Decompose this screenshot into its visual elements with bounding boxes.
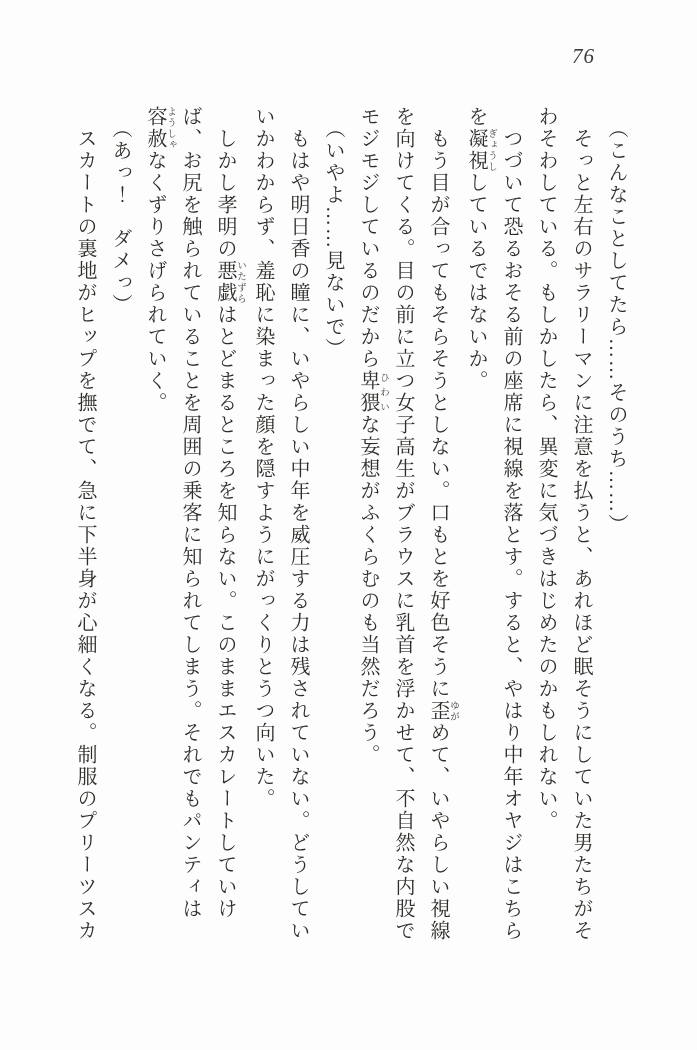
page-number: 76 (572, 44, 595, 68)
furigana-term: 容赦 ようしゃ (144, 106, 175, 150)
paragraph-3: つづいて恐るおそる前の座席に視線を落とす。すると、やはり中年オヤジはこちらを凝視 ぎょうししているではないか。 (465, 106, 522, 942)
furigana-term: 歪 ゆが (427, 700, 458, 722)
furigana-term: 凝視 ぎょうし (465, 128, 496, 172)
paragraph-8: （あっ！ ダメっ） (109, 106, 131, 316)
paragraph-2: そっと左右のサラリーマンに注意を払うと、あれほど眠そうにしていた男たちがそわそわしている。もしかしたら、異変に気づきはじめたのかもしれない。 (535, 106, 592, 942)
paragraph-7: しかし孝明の悪戯 いたずらはとどまるところを知らない。このままエスカレートしていけば、お尻を触られていることを周囲の乗客に知られてしまう。それでもパンティは容赦 ようしゃなくずりさげられていく。 (144, 106, 245, 920)
paragraph-9: スカートの裏地がヒップを撫でて、急に下半身が心細くなる。制服のプリーツスカ (74, 106, 96, 942)
paragraph-4: もう目が合ってもそらそうとしない。口もとを好色そうに歪 ゆがめて、いやらしい視線を向けてくる。目の前に立つ女子高生がブラウスに乳首を浮かせて、不自然な内股でモジモジしているのだから卑猥 ひわいな妄想がふくらむのも当然だろう。 (357, 106, 458, 942)
paragraph-5: （いやよ……見ないで） (322, 106, 344, 360)
furigana-term: 悪戯 いたずら (214, 260, 245, 304)
furigana-term: 卑猥 ひわい (357, 370, 388, 414)
paragraph-6: もはや明日香の瞳に、いやらしい中年を威圧する力は残されていない。どうしていいかわからず、羞恥に染まった顔を隠すようにがっくりとうつ向いた。 (252, 106, 309, 942)
text-block (67, 106, 633, 951)
paragraph-1: （こんなことしてたら……そのうち……） (605, 106, 627, 536)
